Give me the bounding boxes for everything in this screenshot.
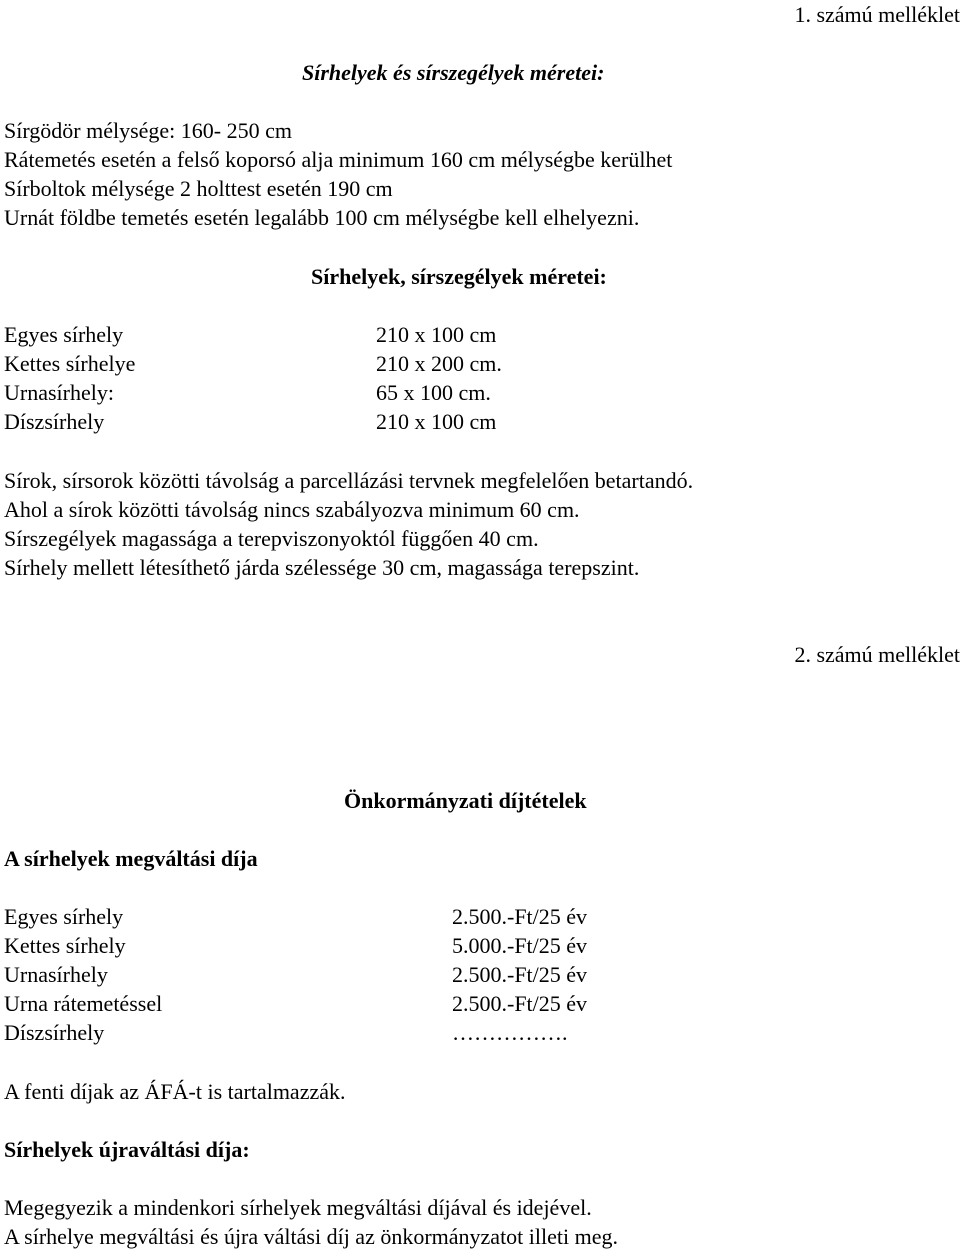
fee-value: 2.500.-Ft/25 év	[452, 962, 588, 987]
fee-value: …………….	[452, 1020, 568, 1045]
depth-line: Sírboltok mélysége 2 holttest esetén 190 cm	[4, 176, 393, 201]
fee-name: Urnasírhely	[4, 962, 108, 987]
depth-line: Sírgödör mélysége: 160- 250 cm	[4, 118, 292, 143]
fee-value: 2.500.-Ft/25 év	[452, 991, 588, 1016]
fees-heading: A sírhelyek megváltási díja	[4, 846, 258, 871]
size-value: 210 x 100 cm	[376, 322, 497, 347]
depth-line: Urnát földbe temetés esetén legalább 100 cm mélységbe kell elhelyezni.	[4, 205, 640, 230]
fee-name: Kettes sírhely	[4, 933, 126, 958]
annex-2-label: 2. számú melléklet	[794, 642, 960, 667]
size-name: Díszsírhely	[4, 409, 105, 434]
rule-line: Ahol a sírok közötti távolság nincs szabályozva minimum 60 cm.	[4, 497, 580, 522]
renewal-heading: Sírhelyek újraváltási díja:	[4, 1137, 250, 1162]
size-name: Urnasírhely:	[4, 380, 114, 405]
annex-2-title: Önkormányzati díjtételek	[344, 788, 587, 813]
rule-line: Sírhely mellett létesíthető járda szélessége 30 cm, magassága terepszint.	[4, 555, 640, 580]
renewal-line: Megegyezik a mindenkori sírhelyek megváltási díjával és idejével.	[4, 1195, 592, 1220]
sizes-subtitle: Sírhelyek, sírszegélyek méretei:	[311, 264, 607, 289]
annex-1-title: Sírhelyek és sírszegélyek méretei:	[302, 60, 605, 85]
vat-note: A fenti díjak az ÁFÁ-t is tartalmazzák.	[4, 1079, 346, 1104]
rule-line: Sírok, sírsorok közötti távolság a parcellázási tervnek megfelelően betartandó.	[4, 468, 694, 493]
renewal-line: A sírhelye megváltási és újra váltási díj az önkormányzatot illeti meg.	[4, 1224, 618, 1249]
fee-value: 2.500.-Ft/25 év	[452, 904, 588, 929]
size-value: 210 x 100 cm	[376, 409, 497, 434]
size-name: Kettes sírhelye	[4, 351, 136, 376]
fee-value: 5.000.-Ft/25 év	[452, 933, 588, 958]
size-name: Egyes sírhely	[4, 322, 124, 347]
size-value: 65 x 100 cm.	[376, 380, 491, 405]
annex-1-label: 1. számú melléklet	[794, 2, 960, 27]
fee-name: Díszsírhely	[4, 1020, 105, 1045]
fee-name: Urna rátemetéssel	[4, 991, 163, 1016]
rule-line: Sírszegélyek magassága a terepviszonyoktól függően 40 cm.	[4, 526, 539, 551]
size-value: 210 x 200 cm.	[376, 351, 502, 376]
fee-name: Egyes sírhely	[4, 904, 124, 929]
depth-line: Rátemetés esetén a felső koporsó alja minimum 160 cm mélységbe kerülhet	[4, 147, 673, 172]
